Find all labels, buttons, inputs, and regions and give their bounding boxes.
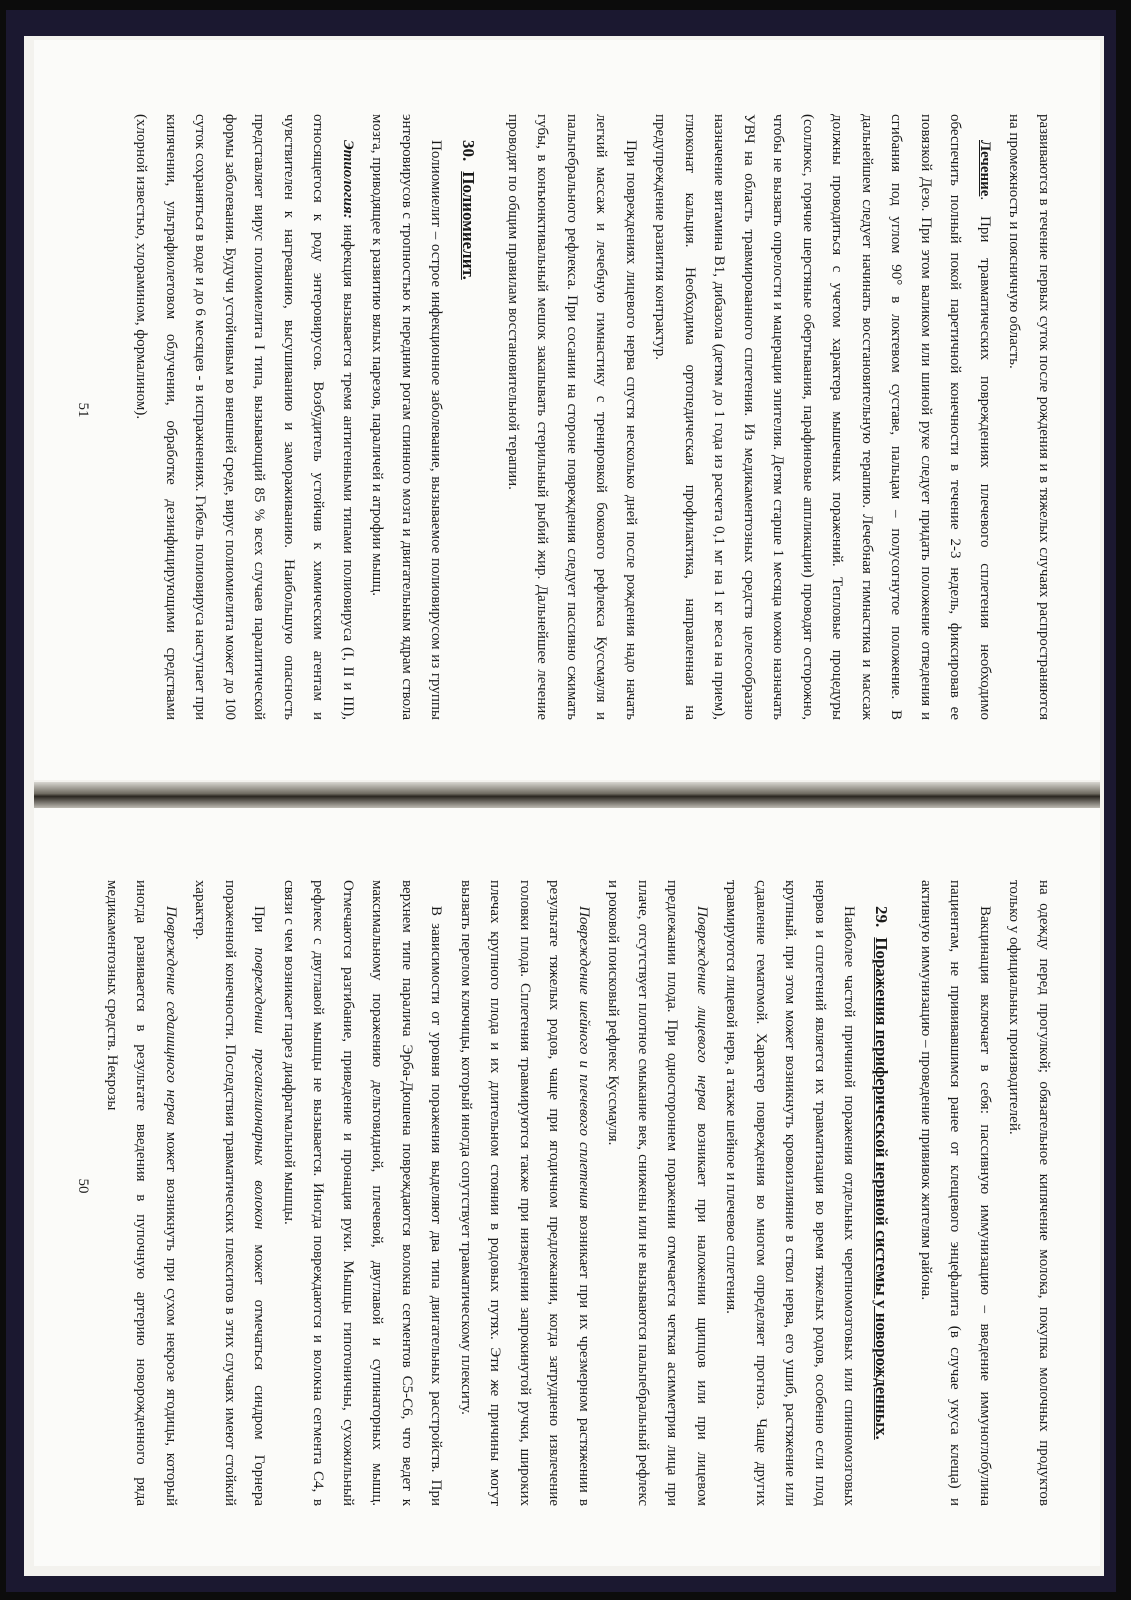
paragraph-text: возникает при их чрезмерном растяжении в результате тяжелых родов, чаще при ягодичном предлежании, когда затруднено извлечение головки плода. Сплетения травмируются также при низведении запрокинутой ручки, широких плечах крупного плода и их длительном стоянии в родовых путях. Эти же причины могут вызвать перелом ключицы, который иногда сопутствует травматическому плекситу.	[458, 880, 592, 1507]
paragraph-plexus	[451, 880, 599, 1506]
section-heading-30	[455, 114, 484, 720]
paragraph: Наиболее частой причиной поражения отдельных черепномозговых или спинномозговых нервов и сплетений является их травматизация во время тяжелых родов, особенно если плод крупный. при этом может возникнуть кровоизлияние в ствол нерва, его ушиб, растяжение или сдавление гематомой. Характер повреждения во многом определяет прогноз. Чаще других травмируются лицевой нерв, а также шейное и плечевое сплетения.	[723, 880, 858, 1506]
term: Повреждение шейного и плечевого сплетения	[576, 906, 592, 1209]
paragraph-text: При	[251, 906, 268, 948]
paragraph: на одежду перед прогулкой; обязательное кипячение молока, покупка молочных продуктов только у официальных производителей.	[1006, 880, 1052, 1506]
paragraph-text: возникает при наложении щипцов или при лицевом предлежании плода. При одностороннем поражении отмечается четкая асимметрия лица при плаче, отсутствует плотное смыкание век, снижены или не вызываются пальпебральный рефлекс и роковой поисковый рефлекс Куссмауля.	[605, 880, 710, 1506]
paragraph: Вакцинация включает в себя: пассивную иммунизацию – введение иммуноглобулина пациентам, не прививавшимся ранее от клещевого энцефалита (в случае укуса клеща) и активную иммунизацию – проведение прививок жителям района.	[918, 880, 993, 1506]
paragraph-preganglionic	[185, 880, 274, 1506]
page-number: 51	[75, 402, 91, 418]
etiology-label: Этиология:	[340, 140, 356, 219]
term: Повреждение лицевого нерва	[694, 906, 710, 1111]
paragraph-sciatic	[97, 880, 186, 1506]
paragraph: В зависимости от уровня поражения выделяют два типа двигательных расстройств. При верхнем типе паралича Эрба-Дюшена повреждаются волокна сегментов С5-С6, что ведет к максимальному поражению дельтовидной, плечевой, двуглавой и супинаторных мышц. Отмечаются разгибание, приведение и пронация руки. Мышцы гипотоничны, сухожильный рефлекс с двуглавой мышцы не вызывается. Иногда повреждаются и волокна сегмента С4, в связи с чем возникает парез диафрагмальной мышцы.	[281, 880, 445, 1506]
term: Повреждение седалищного нерва	[163, 906, 179, 1126]
page-51	[34, 40, 1100, 780]
paragraph: При повреждениях лицевого нерва спустя несколько дней после рождения надо начать легкий массаж и лечебную гимнастику с тренировкой бокового рефлекса Куссмауля и пальпебрального рефлекса. При сосании на стороне повреждения следует пассивно сжимать губы, в конъюнктивальный мешок закапывать стерильный рыбий жир. Дальнейшее лечение проводят по общим правилам восстановительной терапии.	[505, 114, 639, 720]
paragraph-text: может возникнуть при сухом некрозе ягодицы, который иногда развивается в результате введения в пупочную артерию новорожденного ряда медикаментозных средств. Некрозы	[104, 880, 179, 1506]
etiology-text: инфекция вызывается тремя антигенными типами полиовируса (I, II и III), относящегося к роду энтеровирусов. Возбудитель устойчив к химическим агентам и чувствителен к нагреванию, высушиванию и замораживанию. Наибольшую опасность представляет вирус полиомиелита I типа, вызывающий 85 % всех случаев паралитической формы заболевания. Будучи устойчивым во внешней среде, вирус полиомиелита может до 100 суток сохраняться в воде и до 6 месяцев - в испражнениях. Гибель полиовируса наступает при кипячении, ультрафиолетовом облучении, обработке дезинфицирующими средствами (хлорной известью, хлорамином, формалином).	[133, 114, 356, 720]
heading-number: 29.	[872, 906, 892, 928]
paragraph-treatment	[645, 114, 999, 720]
page-50	[34, 806, 1100, 1566]
treatment-label: Лечение	[977, 140, 993, 197]
paragraph: развиваются в течение первых суток после рождения и в тяжелых случаях распространяются на промежность и поясничную область.	[1006, 114, 1052, 720]
book-spine	[34, 782, 1100, 808]
section-heading-29	[868, 880, 897, 1506]
term: повреждении преганглионарных волокон	[251, 947, 268, 1230]
paragraph-facial-nerve	[598, 880, 716, 1506]
paragraph-text: может отмечаться синдром Горнера пораженной конечности. Последствия травматических плекситов в этих случаях имеют стойкий характер.	[192, 880, 268, 1506]
page-number: 50	[75, 1178, 91, 1194]
paragraph-etiology	[126, 114, 362, 720]
heading-title: Полиомиелит.	[459, 171, 479, 280]
treatment-text: . При травматических повреждениях плечевого сплетения необходимо обеспечить полный покой паретичной конечности в течение 2-3 недель, фиксировав ее повязкой Дезо. При этом валиком или шиной руке следует придать положение отведения и сгибания под углом 90° в локтевом суставе, пальцам – полусогнутое положение. В дальнейшем следует начинать восстановительную терапию. Лечебная гимнастика и массаж должны проводиться с учетом характера мышечных поражений. Тепловые процедуры (соллюкс, горячие шерстяные обертывания, парафиновые аппликации) проводят осторожно, чтобы не вызвать опрелости и мацерации эпителия. Детям старше 1 месяца можно назначать УВЧ на область травмированного сплетения. Из медикаментозных средств целесообразно назначение витамина В1, дибазола (детям до 1 года из расчета 0,1 мг на 1 кг веса на прием), глюконат кальция. Необходима ортопедическая профилактика, направленная на предупреждение развития контрактур.	[652, 114, 993, 720]
heading-title: Поражения периферической нервной системы у новорожденных.	[872, 937, 892, 1440]
heading-number: 30.	[459, 140, 479, 162]
paragraph: Полиомиелит – острое инфекционное заболевание, вызываемое полиовирусом из группы энтеровирусов с тропностью к передним рогам спинного мозга и двигательным ядрам ствола мозга, приводящее к развитию вялых парезов, параличей и атрофии мышц.	[369, 114, 445, 720]
